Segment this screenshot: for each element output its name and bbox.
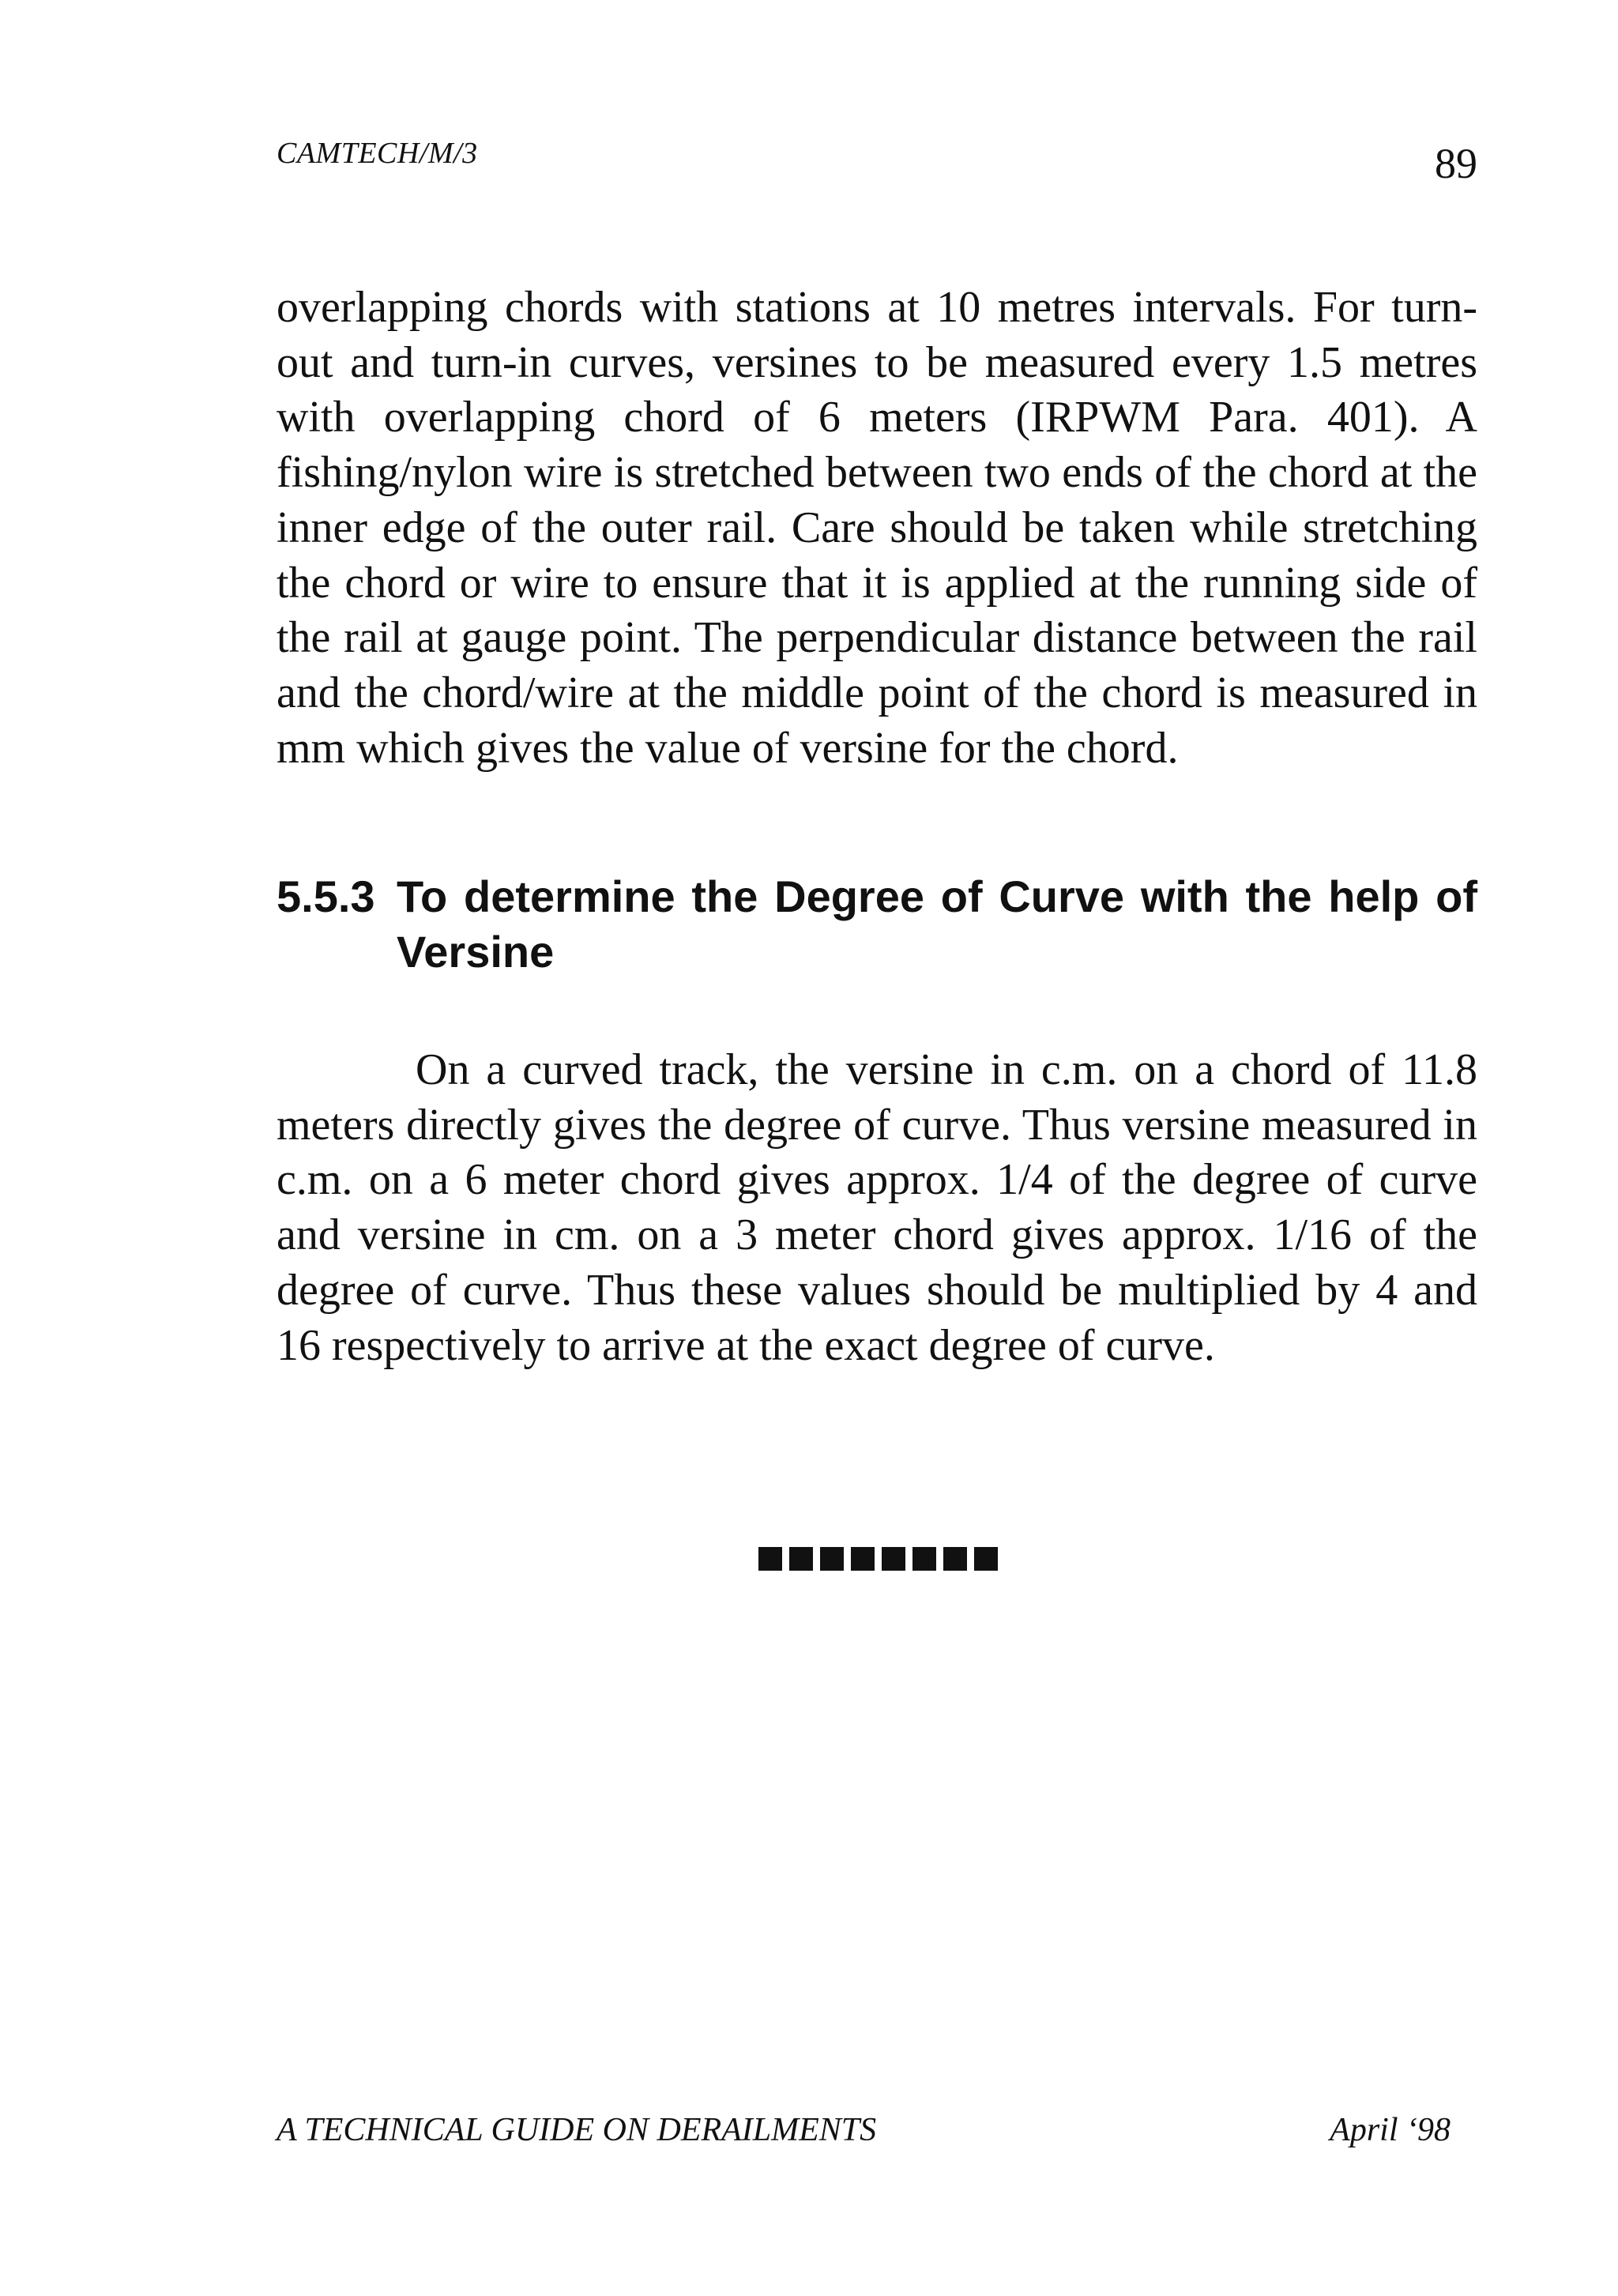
end-marker-square — [820, 1547, 844, 1571]
end-marker-square — [758, 1547, 782, 1571]
footer-title: A TECHNICAL GUIDE ON DERAILMENTS — [277, 2112, 877, 2148]
end-marker-square — [851, 1547, 875, 1571]
end-marker-square — [789, 1547, 813, 1571]
section-number: 5.5.3 — [277, 871, 375, 921]
body-paragraph-1: overlapping chords with stations at 10 metres intervals. For turn-out and turn-in curves, versines to be measured every 1.5 metres with overlapping chord of 6 meters (IRPWM Para. 401). A fishing/nylon wire is stretched between two ends of the chord at the inner edge of the outer rail. Care should be taken while stretching the chord or wire to ensure that it is applied at the running side of the rail at gauge point. The perpendicular distance between the rail and the chord/wire at the middle point of the chord is measured in mm which gives the value of versine for the chord. — [277, 283, 1477, 773]
end-marker-square — [912, 1547, 936, 1571]
document-code: CAMTECH/M/3 — [277, 137, 478, 170]
end-marker-square — [974, 1547, 998, 1571]
section-title: To determine the Degree of Curve with the help of Versine — [397, 871, 1477, 977]
end-of-section-marker — [758, 1547, 998, 1571]
footer-date: April ‘98 — [1330, 2112, 1451, 2148]
end-marker-square — [943, 1547, 967, 1571]
end-marker-square — [882, 1547, 905, 1571]
body-paragraph-2: On a curved track, the versine in c.m. on a chord of 11.8 meters directly gives the degree of curve. Thus versine measured in c.m. on a 6 meter chord gives approx. 1/4 of the degree of curve and versine in cm. on a 3 meter chord gives approx. 1/16 of the degree of curve. Thus these values should be multiplied by 4 and 16 respectively to arrive at the exact degree of curve. — [277, 1045, 1477, 1370]
page-number: 89 — [1435, 140, 1477, 187]
section-heading — [277, 869, 1477, 980]
